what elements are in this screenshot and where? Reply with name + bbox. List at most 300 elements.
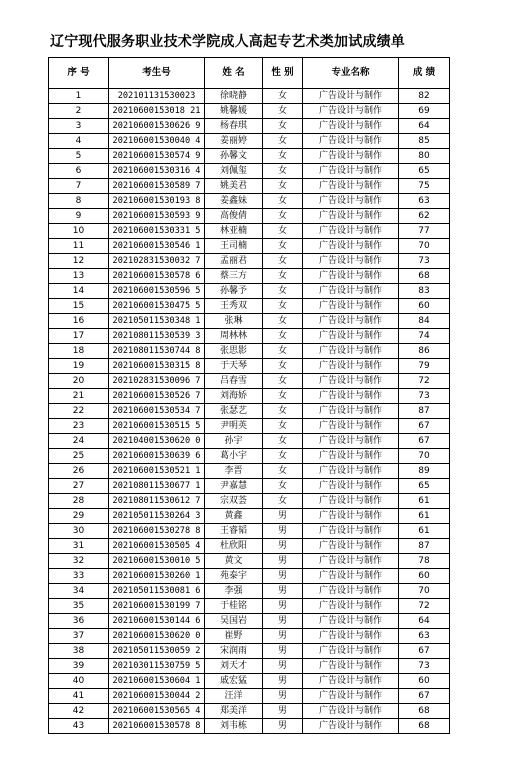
major-name: 广告设计与制作 bbox=[303, 509, 399, 524]
exam-number: 202103011530759 5 bbox=[109, 659, 205, 674]
student-name: 于桂铭 bbox=[205, 599, 263, 614]
major-name: 广告设计与制作 bbox=[303, 659, 399, 674]
exam-number: 202106001530521 1 bbox=[109, 464, 205, 479]
row-index: 23 bbox=[49, 419, 109, 434]
table-row bbox=[49, 449, 450, 464]
gender: 男 bbox=[263, 614, 303, 629]
gender: 男 bbox=[263, 674, 303, 689]
student-name: 宋润雨 bbox=[205, 644, 263, 659]
exam-number: 202102831530032 7 bbox=[109, 254, 205, 269]
gender: 男 bbox=[263, 719, 303, 734]
row-index: 11 bbox=[49, 239, 109, 254]
gender: 男 bbox=[263, 554, 303, 569]
score: 64 bbox=[399, 119, 450, 134]
score: 60 bbox=[399, 299, 450, 314]
score: 75 bbox=[399, 179, 450, 194]
student-name: 苑泰宇 bbox=[205, 569, 263, 584]
row-index: 5 bbox=[49, 149, 109, 164]
exam-number: 202106001530040 4 bbox=[109, 134, 205, 149]
gender: 女 bbox=[263, 479, 303, 494]
table-row bbox=[49, 479, 450, 494]
exam-number: 202106001530316 4 bbox=[109, 164, 205, 179]
gender: 男 bbox=[263, 659, 303, 674]
exam-number: 202106001530574 9 bbox=[109, 149, 205, 164]
student-name: 刘佩玺 bbox=[205, 164, 263, 179]
major-name: 广告设计与制作 bbox=[303, 284, 399, 299]
student-name: 张琳 bbox=[205, 314, 263, 329]
major-name: 广告设计与制作 bbox=[303, 299, 399, 314]
gender: 女 bbox=[263, 224, 303, 239]
exam-number: 202106001530604 1 bbox=[109, 674, 205, 689]
major-name: 广告设计与制作 bbox=[303, 209, 399, 224]
gender: 女 bbox=[263, 254, 303, 269]
student-name: 姜鑫妹 bbox=[205, 194, 263, 209]
gender: 男 bbox=[263, 509, 303, 524]
student-name: 王秀双 bbox=[205, 299, 263, 314]
exam-number: 202108011530612 7 bbox=[109, 494, 205, 509]
row-index: 40 bbox=[49, 674, 109, 689]
gender: 女 bbox=[263, 209, 303, 224]
score: 69 bbox=[399, 104, 450, 119]
student-name: 葛小宇 bbox=[205, 449, 263, 464]
student-name: 张思影 bbox=[205, 344, 263, 359]
student-name: 孙馨予 bbox=[205, 284, 263, 299]
gender: 女 bbox=[263, 449, 303, 464]
score: 83 bbox=[399, 284, 450, 299]
major-name: 广告设计与制作 bbox=[303, 584, 399, 599]
score: 64 bbox=[399, 614, 450, 629]
exam-number: 202106001530260 1 bbox=[109, 569, 205, 584]
gender: 女 bbox=[263, 134, 303, 149]
exam-number: 202106001530505 4 bbox=[109, 539, 205, 554]
score: 86 bbox=[399, 344, 450, 359]
major-name: 广告设计与制作 bbox=[303, 254, 399, 269]
exam-number: 202106001530010 5 bbox=[109, 554, 205, 569]
score: 80 bbox=[399, 149, 450, 164]
gender: 女 bbox=[263, 359, 303, 374]
row-index: 27 bbox=[49, 479, 109, 494]
major-name: 广告设计与制作 bbox=[303, 149, 399, 164]
gender: 女 bbox=[263, 89, 303, 104]
gender: 女 bbox=[263, 239, 303, 254]
major-name: 广告设计与制作 bbox=[303, 494, 399, 509]
exam-number: 202105011530264 3 bbox=[109, 509, 205, 524]
student-name: 姚美君 bbox=[205, 179, 263, 194]
table-row bbox=[49, 284, 450, 299]
major-name: 广告设计与制作 bbox=[303, 599, 399, 614]
major-name: 广告设计与制作 bbox=[303, 554, 399, 569]
header-name: 姓 名 bbox=[205, 58, 263, 89]
row-index: 12 bbox=[49, 254, 109, 269]
gender: 女 bbox=[263, 404, 303, 419]
table-row bbox=[49, 104, 450, 119]
row-index: 35 bbox=[49, 599, 109, 614]
header-index: 序 号 bbox=[49, 58, 109, 89]
score: 79 bbox=[399, 359, 450, 374]
score: 68 bbox=[399, 704, 450, 719]
row-index: 2 bbox=[49, 104, 109, 119]
major-name: 广告设计与制作 bbox=[303, 359, 399, 374]
gender: 男 bbox=[263, 524, 303, 539]
row-index: 18 bbox=[49, 344, 109, 359]
table-row bbox=[49, 389, 450, 404]
score: 82 bbox=[399, 89, 450, 104]
exam-number: 202106001530626 9 bbox=[109, 119, 205, 134]
row-index: 42 bbox=[49, 704, 109, 719]
row-index: 28 bbox=[49, 494, 109, 509]
row-index: 33 bbox=[49, 569, 109, 584]
gender: 男 bbox=[263, 539, 303, 554]
score: 61 bbox=[399, 524, 450, 539]
gender: 女 bbox=[263, 344, 303, 359]
major-name: 广告设计与制作 bbox=[303, 644, 399, 659]
table-row bbox=[49, 179, 450, 194]
exam-number: 202106001530639 6 bbox=[109, 449, 205, 464]
gender: 男 bbox=[263, 584, 303, 599]
student-name: 王司楠 bbox=[205, 239, 263, 254]
gender: 男 bbox=[263, 629, 303, 644]
table-row bbox=[49, 254, 450, 269]
table-row bbox=[49, 614, 450, 629]
gender: 男 bbox=[263, 704, 303, 719]
score: 62 bbox=[399, 209, 450, 224]
major-name: 广告设计与制作 bbox=[303, 479, 399, 494]
table-row bbox=[49, 404, 450, 419]
row-index: 32 bbox=[49, 554, 109, 569]
table-row bbox=[49, 599, 450, 614]
gender: 女 bbox=[263, 104, 303, 119]
row-index: 24 bbox=[49, 434, 109, 449]
score: 65 bbox=[399, 164, 450, 179]
exam-number: 202106001530578 8 bbox=[109, 719, 205, 734]
table-row bbox=[49, 299, 450, 314]
row-index: 8 bbox=[49, 194, 109, 209]
major-name: 广告设计与制作 bbox=[303, 689, 399, 704]
student-name: 孟丽君 bbox=[205, 254, 263, 269]
score: 63 bbox=[399, 194, 450, 209]
row-index: 7 bbox=[49, 179, 109, 194]
student-name: 黄鑫 bbox=[205, 509, 263, 524]
student-name: 尹嘉慧 bbox=[205, 479, 263, 494]
student-name: 杨春琪 bbox=[205, 119, 263, 134]
gender: 男 bbox=[263, 569, 303, 584]
table-row bbox=[49, 554, 450, 569]
table-row bbox=[49, 494, 450, 509]
row-index: 34 bbox=[49, 584, 109, 599]
table-row bbox=[49, 569, 450, 584]
student-name: 戚宏猛 bbox=[205, 674, 263, 689]
major-name: 广告设计与制作 bbox=[303, 344, 399, 359]
table-row bbox=[49, 134, 450, 149]
score: 72 bbox=[399, 599, 450, 614]
table-row bbox=[49, 659, 450, 674]
exam-number: 202106001530578 6 bbox=[109, 269, 205, 284]
score: 63 bbox=[399, 629, 450, 644]
table-row bbox=[49, 674, 450, 689]
student-name: 周林林 bbox=[205, 329, 263, 344]
major-name: 广告设计与制作 bbox=[303, 164, 399, 179]
score: 60 bbox=[399, 674, 450, 689]
table-row bbox=[49, 629, 450, 644]
score: 73 bbox=[399, 659, 450, 674]
score: 70 bbox=[399, 449, 450, 464]
gender: 女 bbox=[263, 299, 303, 314]
table-row bbox=[49, 374, 450, 389]
exam-number: 202106001530144 6 bbox=[109, 614, 205, 629]
exam-number: 202106001530589 7 bbox=[109, 179, 205, 194]
table-row bbox=[49, 89, 450, 104]
student-name: 吕春雪 bbox=[205, 374, 263, 389]
major-name: 广告设计与制作 bbox=[303, 419, 399, 434]
gender: 女 bbox=[263, 419, 303, 434]
gender: 女 bbox=[263, 119, 303, 134]
row-index: 17 bbox=[49, 329, 109, 344]
student-name: 刘海娇 bbox=[205, 389, 263, 404]
score: 61 bbox=[399, 509, 450, 524]
exam-number: 202104001530620 0 bbox=[109, 434, 205, 449]
row-index: 19 bbox=[49, 359, 109, 374]
gender: 男 bbox=[263, 599, 303, 614]
exam-number: 202106001530193 8 bbox=[109, 194, 205, 209]
exam-number: 202108011530539 3 bbox=[109, 329, 205, 344]
gender: 女 bbox=[263, 374, 303, 389]
major-name: 广告设计与制作 bbox=[303, 614, 399, 629]
row-index: 43 bbox=[49, 719, 109, 734]
table-row bbox=[49, 209, 450, 224]
score: 84 bbox=[399, 314, 450, 329]
student-name: 刘韦栋 bbox=[205, 719, 263, 734]
student-name: 王睿韬 bbox=[205, 524, 263, 539]
table-row bbox=[49, 149, 450, 164]
table-row bbox=[49, 119, 450, 134]
major-name: 广告设计与制作 bbox=[303, 719, 399, 734]
student-name: 孙馨文 bbox=[205, 149, 263, 164]
major-name: 广告设计与制作 bbox=[303, 524, 399, 539]
table-row bbox=[49, 704, 450, 719]
row-index: 15 bbox=[49, 299, 109, 314]
table-row bbox=[49, 344, 450, 359]
row-index: 22 bbox=[49, 404, 109, 419]
score: 89 bbox=[399, 464, 450, 479]
major-name: 广告设计与制作 bbox=[303, 194, 399, 209]
student-name: 杜欣阳 bbox=[205, 539, 263, 554]
score: 65 bbox=[399, 479, 450, 494]
score: 85 bbox=[399, 134, 450, 149]
document-title: 辽宁现代服务职业技术学院成人高起专艺术类加试成绩单 bbox=[50, 34, 405, 50]
major-name: 广告设计与制作 bbox=[303, 179, 399, 194]
student-name: 尹明英 bbox=[205, 419, 263, 434]
student-name: 张瑟艺 bbox=[205, 404, 263, 419]
table-row bbox=[49, 644, 450, 659]
table-row bbox=[49, 689, 450, 704]
major-name: 广告设计与制作 bbox=[303, 464, 399, 479]
student-name: 于天琴 bbox=[205, 359, 263, 374]
exam-number: 202106001530620 0 bbox=[109, 629, 205, 644]
table-row bbox=[49, 224, 450, 239]
gender: 男 bbox=[263, 689, 303, 704]
gender: 女 bbox=[263, 434, 303, 449]
gender: 女 bbox=[263, 329, 303, 344]
score: 73 bbox=[399, 254, 450, 269]
exam-number: 202106001530515 5 bbox=[109, 419, 205, 434]
row-index: 1 bbox=[49, 89, 109, 104]
row-index: 13 bbox=[49, 269, 109, 284]
student-name: 宗双荟 bbox=[205, 494, 263, 509]
exam-number: 202106001530475 5 bbox=[109, 299, 205, 314]
major-name: 广告设计与制作 bbox=[303, 239, 399, 254]
row-index: 21 bbox=[49, 389, 109, 404]
score: 73 bbox=[399, 389, 450, 404]
score: 70 bbox=[399, 239, 450, 254]
major-name: 广告设计与制作 bbox=[303, 449, 399, 464]
exam-number: 202108011530677 1 bbox=[109, 479, 205, 494]
student-name: 李强 bbox=[205, 584, 263, 599]
row-index: 41 bbox=[49, 689, 109, 704]
scores-table bbox=[48, 57, 450, 734]
table-row bbox=[49, 434, 450, 449]
student-name: 吴国岩 bbox=[205, 614, 263, 629]
exam-number: 202106001530199 7 bbox=[109, 599, 205, 614]
row-index: 30 bbox=[49, 524, 109, 539]
score: 87 bbox=[399, 539, 450, 554]
exam-number: 202106001530331 5 bbox=[109, 224, 205, 239]
score: 68 bbox=[399, 269, 450, 284]
student-name: 姚馨媛 bbox=[205, 104, 263, 119]
score: 72 bbox=[399, 374, 450, 389]
table-row bbox=[49, 314, 450, 329]
exam-number: 202101131530023 bbox=[109, 89, 205, 104]
major-name: 广告设计与制作 bbox=[303, 269, 399, 284]
table-row bbox=[49, 164, 450, 179]
score: 68 bbox=[399, 719, 450, 734]
score: 77 bbox=[399, 224, 450, 239]
exam-number: 202106001530565 4 bbox=[109, 704, 205, 719]
gender: 女 bbox=[263, 179, 303, 194]
gender: 女 bbox=[263, 149, 303, 164]
student-name: 高俊倩 bbox=[205, 209, 263, 224]
score: 70 bbox=[399, 584, 450, 599]
table-row bbox=[49, 359, 450, 374]
student-name: 徐晓静 bbox=[205, 89, 263, 104]
table-row bbox=[49, 719, 450, 734]
table-row bbox=[49, 539, 450, 554]
score: 87 bbox=[399, 404, 450, 419]
score: 67 bbox=[399, 419, 450, 434]
row-index: 25 bbox=[49, 449, 109, 464]
table-row bbox=[49, 419, 450, 434]
major-name: 广告设计与制作 bbox=[303, 434, 399, 449]
table-row bbox=[49, 329, 450, 344]
row-index: 16 bbox=[49, 314, 109, 329]
row-index: 31 bbox=[49, 539, 109, 554]
major-name: 广告设计与制作 bbox=[303, 224, 399, 239]
student-name: 刘天才 bbox=[205, 659, 263, 674]
major-name: 广告设计与制作 bbox=[303, 329, 399, 344]
row-index: 6 bbox=[49, 164, 109, 179]
row-index: 36 bbox=[49, 614, 109, 629]
table-row bbox=[49, 584, 450, 599]
table-row bbox=[49, 269, 450, 284]
row-index: 14 bbox=[49, 284, 109, 299]
row-index: 26 bbox=[49, 464, 109, 479]
major-name: 广告设计与制作 bbox=[303, 539, 399, 554]
student-name: 姜丽婷 bbox=[205, 134, 263, 149]
student-name: 黄文 bbox=[205, 554, 263, 569]
student-name: 蔡三方 bbox=[205, 269, 263, 284]
exam-number: 202106001530044 2 bbox=[109, 689, 205, 704]
major-name: 广告设计与制作 bbox=[303, 404, 399, 419]
score: 67 bbox=[399, 434, 450, 449]
exam-number: 202106001530546 1 bbox=[109, 239, 205, 254]
major-name: 广告设计与制作 bbox=[303, 134, 399, 149]
major-name: 广告设计与制作 bbox=[303, 314, 399, 329]
exam-number: 202106001530534 7 bbox=[109, 404, 205, 419]
row-index: 4 bbox=[49, 134, 109, 149]
exam-number: 202106001530315 8 bbox=[109, 359, 205, 374]
major-name: 广告设计与制作 bbox=[303, 704, 399, 719]
row-index: 29 bbox=[49, 509, 109, 524]
major-name: 广告设计与制作 bbox=[303, 389, 399, 404]
row-index: 38 bbox=[49, 644, 109, 659]
table-row bbox=[49, 524, 450, 539]
major-name: 广告设计与制作 bbox=[303, 629, 399, 644]
row-index: 3 bbox=[49, 119, 109, 134]
exam-number: 202106001530278 8 bbox=[109, 524, 205, 539]
major-name: 广告设计与制作 bbox=[303, 104, 399, 119]
header-gender: 性 别 bbox=[263, 58, 303, 89]
exam-number: 202106001530593 9 bbox=[109, 209, 205, 224]
exam-number: 202108011530744 8 bbox=[109, 344, 205, 359]
student-name: 李晋 bbox=[205, 464, 263, 479]
score: 67 bbox=[399, 644, 450, 659]
major-name: 广告设计与制作 bbox=[303, 674, 399, 689]
major-name: 广告设计与制作 bbox=[303, 374, 399, 389]
gender: 女 bbox=[263, 389, 303, 404]
score: 67 bbox=[399, 689, 450, 704]
header-major: 专业名称 bbox=[303, 58, 399, 89]
row-index: 39 bbox=[49, 659, 109, 674]
exam-number: 202106001530526 7 bbox=[109, 389, 205, 404]
score: 74 bbox=[399, 329, 450, 344]
exam-number: 20210600153018 21 bbox=[109, 104, 205, 119]
major-name: 广告设计与制作 bbox=[303, 569, 399, 584]
table-row bbox=[49, 509, 450, 524]
gender: 女 bbox=[263, 494, 303, 509]
major-name: 广告设计与制作 bbox=[303, 89, 399, 104]
gender: 女 bbox=[263, 194, 303, 209]
student-name: 林亚楠 bbox=[205, 224, 263, 239]
student-name: 崔野 bbox=[205, 629, 263, 644]
exam-number: 202105011530348 1 bbox=[109, 314, 205, 329]
exam-number: 202102831530096 7 bbox=[109, 374, 205, 389]
exam-number: 202105011530059 2 bbox=[109, 644, 205, 659]
row-index: 10 bbox=[49, 224, 109, 239]
gender: 女 bbox=[263, 314, 303, 329]
gender: 女 bbox=[263, 164, 303, 179]
table-header-row bbox=[49, 58, 450, 89]
gender: 女 bbox=[263, 284, 303, 299]
score: 61 bbox=[399, 494, 450, 509]
score: 60 bbox=[399, 569, 450, 584]
row-index: 37 bbox=[49, 629, 109, 644]
student-name: 汪洋 bbox=[205, 689, 263, 704]
header-score: 成 绩 bbox=[399, 58, 450, 89]
gender: 女 bbox=[263, 269, 303, 284]
exam-number: 202106001530596 5 bbox=[109, 284, 205, 299]
gender: 女 bbox=[263, 464, 303, 479]
exam-number: 202105011530081 6 bbox=[109, 584, 205, 599]
student-name: 郑美洋 bbox=[205, 704, 263, 719]
